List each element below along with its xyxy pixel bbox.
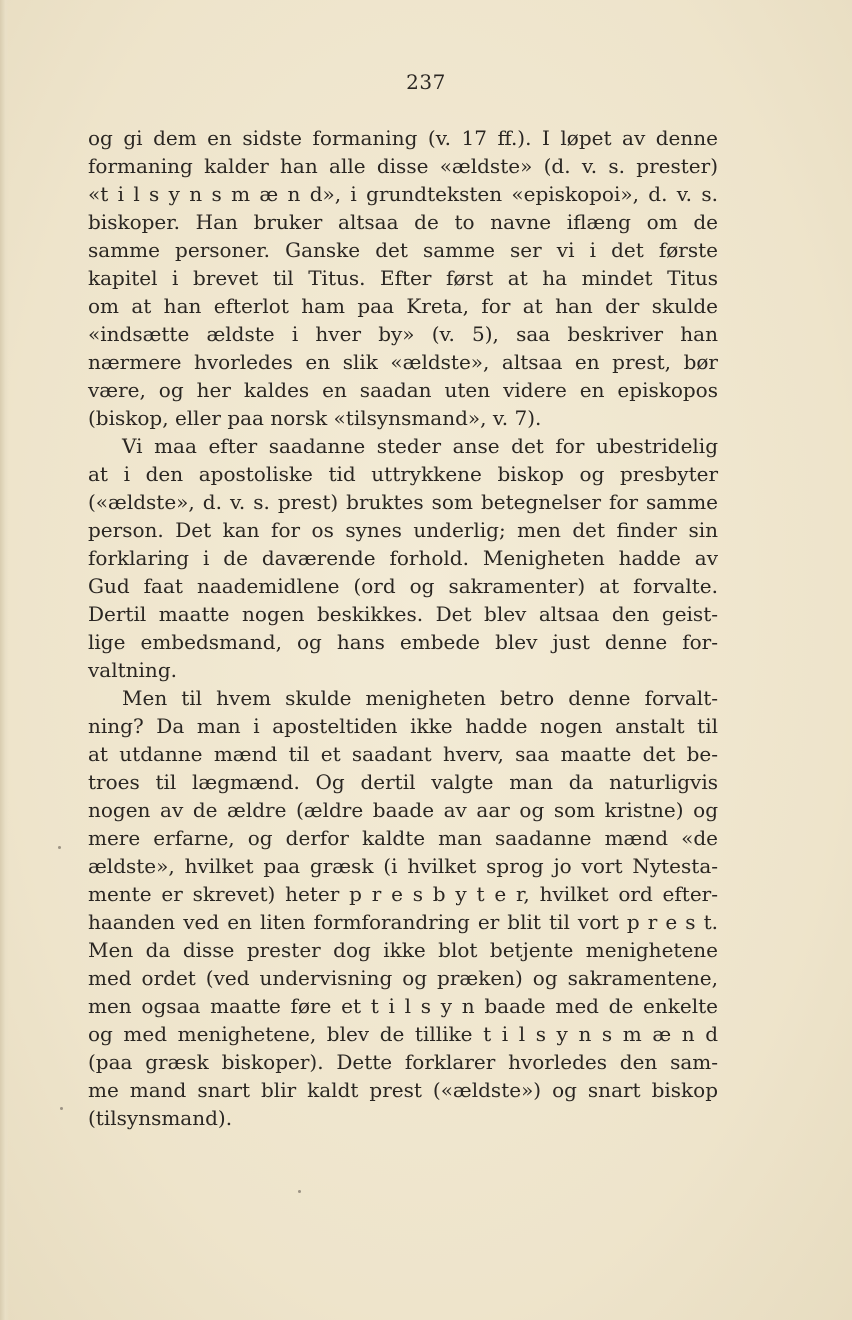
text-line: om at han efterlot ham paa Kreta, for at han der skulde	[88, 294, 718, 318]
text-line: biskoper. Han bruker altsaa de to navne iflæng om de	[88, 210, 718, 234]
text-line: «t i l s y n s m æ n d», i grundteksten «episkopoi», d. v. s.	[88, 182, 718, 206]
page-number: 237	[406, 70, 446, 94]
text-line: kapitel i brevet til Titus. Efter først at ha mindet Titus	[88, 266, 718, 290]
page-binding-edge	[0, 0, 9, 1320]
paper-speck	[58, 846, 61, 849]
text-line: være, og her kaldes en saadan uten videre en episkopos	[88, 378, 718, 402]
text-line: nærmere hvorledes en slik «ældste», altsaa en prest, bør	[88, 350, 718, 374]
text-line: Men til hvem skulde menigheten betro denne forvalt-	[122, 686, 718, 710]
text-line: forklaring i de daværende forhold. Menigheten hadde av	[88, 546, 718, 570]
text-line: og gi dem en sidste formaning (v. 17 ff.). I løpet av denne	[88, 126, 718, 150]
text-line: med ordet (ved undervisning og præken) og sakramentene,	[88, 966, 718, 990]
text-line: (tilsynsmand).	[88, 1106, 233, 1130]
text-line: Dertil maatte nogen beskikkes. Det blev altsaa den geist-	[88, 602, 718, 626]
text-line: («ældste», d. v. s. prest) bruktes som betegnelser for samme	[88, 490, 718, 514]
text-line: ning? Da man i aposteltiden ikke hadde nogen anstalt til	[88, 714, 718, 738]
text-line: «indsætte ældste i hver by» (v. 5), saa beskriver han	[88, 322, 718, 346]
text-line: mente er skrevet) heter p r e s b y t e r, hvilket ord efter-	[88, 882, 718, 906]
text-line: samme personer. Ganske det samme ser vi i det første	[88, 238, 718, 262]
text-line: men ogsaa maatte føre et t i l s y n baade med de enkelte	[88, 994, 718, 1018]
paper-speck	[60, 1107, 63, 1110]
text-line: ældste», hvilket paa græsk (i hvilket sprog jo vort Nytesta-	[88, 854, 718, 878]
text-line: (biskop, eller paa norsk «tilsynsmand», v. 7).	[88, 406, 542, 430]
text-line: og med menighetene, blev de tillike t i l s y n s m æ n d	[88, 1022, 718, 1046]
text-line: mere erfarne, og derfor kaldte man saadanne mænd «de	[88, 826, 718, 850]
text-line: lige embedsmand, og hans embede blev just denne for-	[88, 630, 718, 654]
text-line: formaning kalder han alle disse «ældste» (d. v. s. prester)	[88, 154, 718, 178]
text-line: valtning.	[88, 658, 177, 682]
text-line: at i den apostoliske tid uttrykkene biskop og presbyter	[88, 462, 718, 486]
text-line: (paa græsk biskoper). Dette forklarer hvorledes den sam-	[88, 1050, 718, 1074]
text-line: haanden ved en liten formforandring er blit til vort p r e s t.	[88, 910, 718, 934]
body-text	[88, 124, 718, 1132]
paper-speck	[298, 1190, 301, 1193]
text-line: me mand snart blir kaldt prest («ældste») og snart biskop	[88, 1078, 718, 1102]
text-line: Men da disse prester dog ikke blot betjente menighetene	[88, 938, 718, 962]
text-line: nogen av de ældre (ældre baade av aar og som kristne) og	[88, 798, 718, 822]
text-line: at utdanne mænd til et saadant hverv, saa maatte det be-	[88, 742, 718, 766]
text-line: troes til lægmænd. Og dertil valgte man da naturligvis	[88, 770, 718, 794]
text-line: Vi maa efter saadanne steder anse det for ubestridelig	[122, 434, 718, 458]
text-line: Gud faat naademidlene (ord og sakramenter) at forvalte.	[88, 574, 718, 598]
text-line: person. Det kan for os synes underlig; men det finder sin	[88, 518, 718, 542]
